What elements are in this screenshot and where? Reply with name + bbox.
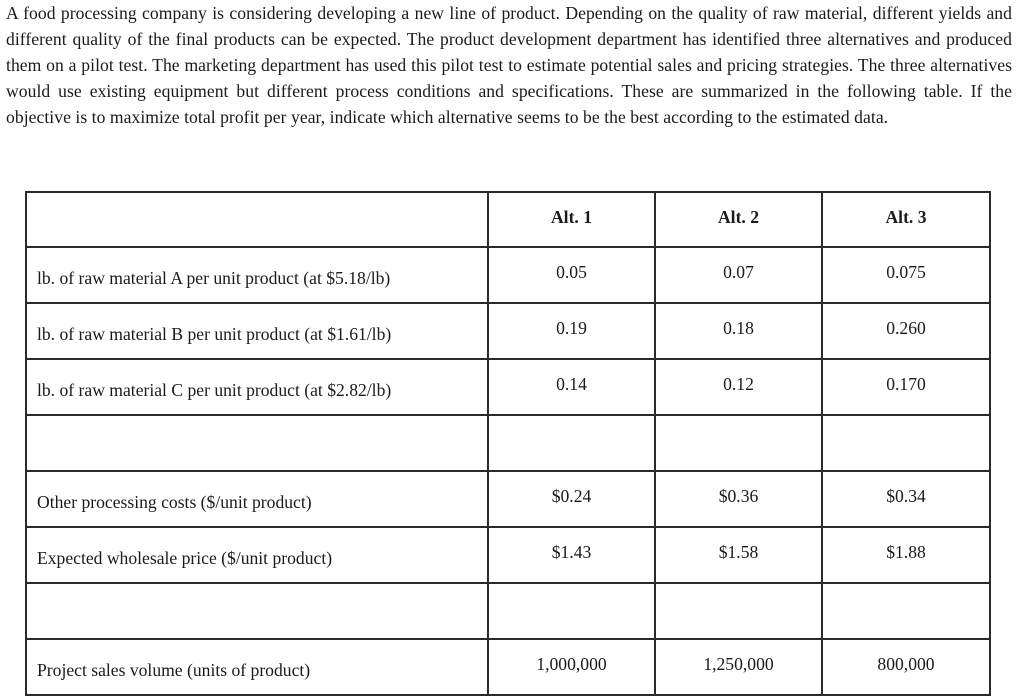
table-cell: 1,000,000: [488, 639, 655, 695]
alternatives-table: [25, 191, 991, 696]
table-cell: [655, 415, 822, 471]
table-cell: 0.14: [488, 359, 655, 415]
table-cell: [488, 583, 655, 639]
table-row-wholesale-price: [26, 527, 990, 583]
row-label: Expected wholesale price ($/unit product): [37, 547, 333, 568]
header-alt-2: Alt. 2: [655, 192, 822, 247]
table-row-sales-volume: [26, 639, 990, 695]
table-row-spacer: [26, 583, 990, 639]
table-cell: 0.260: [822, 303, 990, 359]
header-corner-cell: [26, 192, 488, 247]
table-cell: 0.12: [655, 359, 822, 415]
table-cell: $0.24: [488, 471, 655, 527]
table-cell: 1,250,000: [655, 639, 822, 695]
table-row-raw-material-c: [26, 359, 990, 415]
table-row-raw-material-a: [26, 247, 990, 303]
table-cell: [822, 415, 990, 471]
table-cell: 800,000: [822, 639, 990, 695]
table-cell: [822, 583, 990, 639]
row-label: Other processing costs ($/unit product): [37, 491, 312, 512]
table-cell: $0.34: [822, 471, 990, 527]
table-cell: $1.43: [488, 527, 655, 583]
table-row-raw-material-b: [26, 303, 990, 359]
table-cell: $1.58: [655, 527, 822, 583]
row-label: lb. of raw material A per unit product (at $5.18/lb): [37, 267, 391, 288]
table-cell: 0.18: [655, 303, 822, 359]
problem-statement: A food processing company is considering developing a new line of product. Depending on the quality of raw material, different yields and different quality of the final products can be expected. The product development department has identified three alternatives and produced them on a pilot test. The marketing department has used this pilot test to estimate potential sales and pricing strategies. The three alternatives would use existing equipment but different process conditions and specifications. These are summarized in the following table. If the objective is to maximize total profit per year, indicate which alternative seems to be the best according to the estimated data.: [6, 3, 1012, 127]
table-header-row: [26, 192, 990, 247]
header-alt-3: Alt. 3: [822, 192, 990, 247]
table-cell: [488, 415, 655, 471]
row-label: lb. of raw material C per unit product (at $2.82/lb): [37, 379, 392, 400]
table-cell: 0.07: [655, 247, 822, 303]
table-cell: [655, 583, 822, 639]
table-row-spacer: [26, 415, 990, 471]
table-cell: 0.19: [488, 303, 655, 359]
table-cell: $1.88: [822, 527, 990, 583]
table-cell: 0.05: [488, 247, 655, 303]
table-row-processing-costs: [26, 471, 990, 527]
table-cell: 0.170: [822, 359, 990, 415]
row-label: Project sales volume (units of product): [37, 659, 311, 680]
table-cell: $0.36: [655, 471, 822, 527]
row-label: lb. of raw material B per unit product (at $1.61/lb): [37, 323, 392, 344]
header-alt-1: Alt. 1: [488, 192, 655, 247]
table-cell: 0.075: [822, 247, 990, 303]
